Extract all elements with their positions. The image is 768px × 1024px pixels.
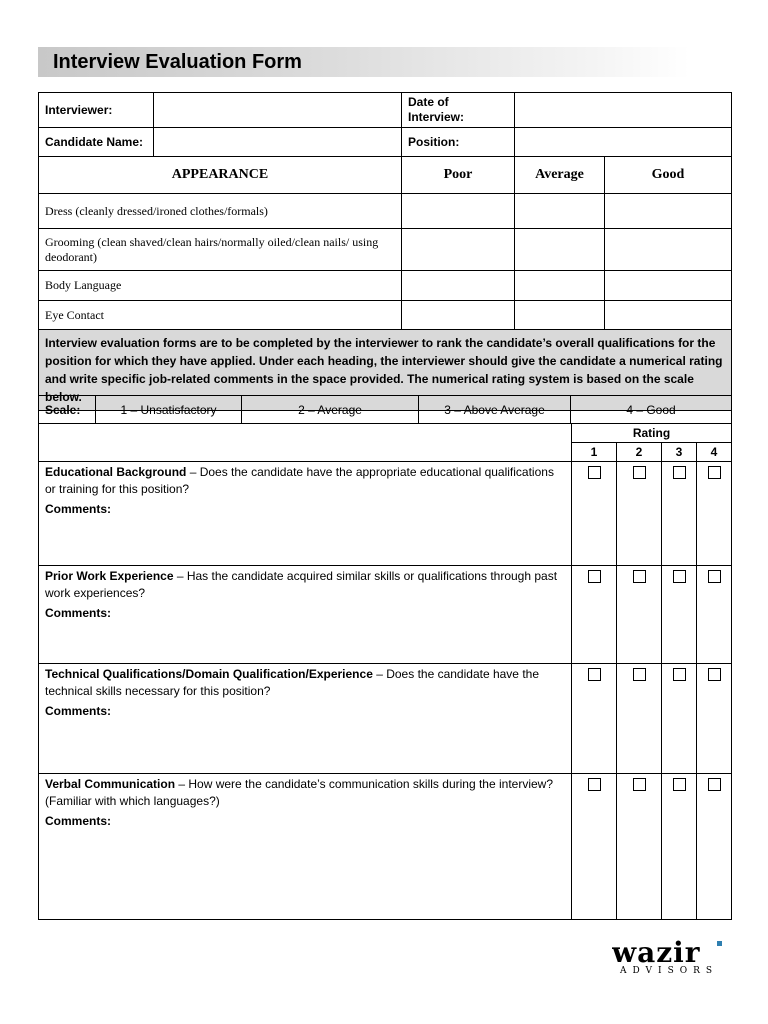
rating-checkbox-2[interactable]	[633, 570, 646, 583]
scale-item-4: 4 – Good	[571, 396, 732, 424]
scale-item-2: 2 – Average	[242, 396, 419, 424]
rating-number-4: 4	[697, 443, 732, 462]
header-appearance-table	[38, 92, 732, 411]
interviewer-field[interactable]	[154, 93, 402, 128]
logo-tagline: ADVISORS	[620, 966, 719, 976]
appearance-col-average: Average	[515, 157, 605, 194]
page-title: Interview Evaluation Form	[53, 51, 302, 73]
rating-cell[interactable]	[402, 229, 515, 271]
rating-number-3: 3	[662, 443, 697, 462]
rating-checkbox-1[interactable]	[588, 570, 601, 583]
rating-cell[interactable]	[605, 194, 732, 229]
rating-checkbox-4[interactable]	[708, 570, 721, 583]
rating-checkbox-1[interactable]	[588, 778, 601, 791]
appearance-criterion-grooming: Grooming (clean shaved/clean hairs/normally oiled/clean nails/ using deodorant)	[39, 229, 402, 271]
rating-checkbox-3[interactable]	[673, 570, 686, 583]
appearance-col-good: Good	[605, 157, 732, 194]
rating-checkbox-4[interactable]	[708, 778, 721, 791]
appearance-criterion-body-language: Body Language	[39, 271, 402, 301]
question-educational-background: Educational Background – Does the candidate have the appropriate educational qualifications or training for this position? Comments:	[39, 462, 572, 566]
rating-checkbox-3[interactable]	[673, 668, 686, 681]
rating-checkbox-3[interactable]	[673, 778, 686, 791]
rating-cell[interactable]	[402, 301, 515, 330]
rating-checkbox-4[interactable]	[708, 466, 721, 479]
rating-cell[interactable]	[605, 301, 732, 330]
scale-item-3: 3 – Above Average	[419, 396, 571, 424]
rating-checkbox-1[interactable]	[588, 466, 601, 479]
rating-cell[interactable]	[515, 229, 605, 271]
wazir-advisors-logo	[612, 938, 744, 978]
appearance-heading: APPEARANCE	[39, 157, 402, 194]
rating-checkbox-2[interactable]	[633, 668, 646, 681]
rating-checkbox-1[interactable]	[588, 668, 601, 681]
rating-checkbox-4[interactable]	[708, 668, 721, 681]
instructions-text: Interview evaluation forms are to be completed by the interviewer to rank the candidate’s overall qualifications for the position for which they have applied. Under each heading, the interviewer should give the candidate a numerical rating and write specific job-related comments in the space provided. The numerical rating system is based on the scale below.	[39, 330, 732, 411]
comments-label: Comments:	[45, 814, 112, 828]
questions-header-blank	[39, 424, 572, 462]
date-of-interview-label: Date of Interview:	[402, 93, 515, 128]
position-label: Position:	[402, 128, 515, 157]
rating-checkbox-2[interactable]	[633, 778, 646, 791]
scale-table	[38, 395, 732, 424]
rating-cell[interactable]	[515, 194, 605, 229]
questions-table	[38, 423, 732, 920]
question-prior-work-experience: Prior Work Experience – Has the candidate acquired similar skills or qualifications through past work experiences? Comments:	[39, 566, 572, 664]
rating-checkbox-2[interactable]	[633, 466, 646, 479]
rating-heading: Rating	[572, 424, 732, 443]
comments-label: Comments:	[45, 606, 112, 620]
rating-cell[interactable]	[605, 229, 732, 271]
question-verbal-communication: Verbal Communication – How were the candidate’s communication skills during the interview? (Familiar with which languages?) Comments:	[39, 774, 572, 920]
appearance-col-poor: Poor	[402, 157, 515, 194]
question-technical-qualifications: Technical Qualifications/Domain Qualification/Experience – Does the candidate have the technical skills necessary for this position? Comments:	[39, 664, 572, 774]
title-bar	[38, 47, 690, 77]
rating-cell[interactable]	[515, 301, 605, 330]
rating-cell[interactable]	[605, 271, 732, 301]
appearance-criterion-dress: Dress (cleanly dressed/ironed clothes/formals)	[39, 194, 402, 229]
date-of-interview-field[interactable]	[515, 93, 732, 128]
rating-cell[interactable]	[402, 194, 515, 229]
appearance-criterion-eye-contact: Eye Contact	[39, 301, 402, 330]
position-field[interactable]	[515, 128, 732, 157]
logo-accent-mark	[717, 941, 722, 946]
rating-number-1: 1	[572, 443, 617, 462]
rating-cell[interactable]	[402, 271, 515, 301]
rating-checkbox-3[interactable]	[673, 466, 686, 479]
logo-wordmark: wazir	[612, 938, 701, 969]
interviewer-label: Interviewer:	[39, 93, 154, 128]
rating-cell[interactable]	[515, 271, 605, 301]
comments-label: Comments:	[45, 704, 112, 718]
scale-label: Scale:	[39, 396, 96, 424]
candidate-name-field[interactable]	[154, 128, 402, 157]
rating-number-2: 2	[617, 443, 662, 462]
candidate-name-label: Candidate Name:	[39, 128, 154, 157]
scale-item-1: 1 – Unsatisfactory	[96, 396, 242, 424]
comments-label: Comments:	[45, 502, 112, 516]
